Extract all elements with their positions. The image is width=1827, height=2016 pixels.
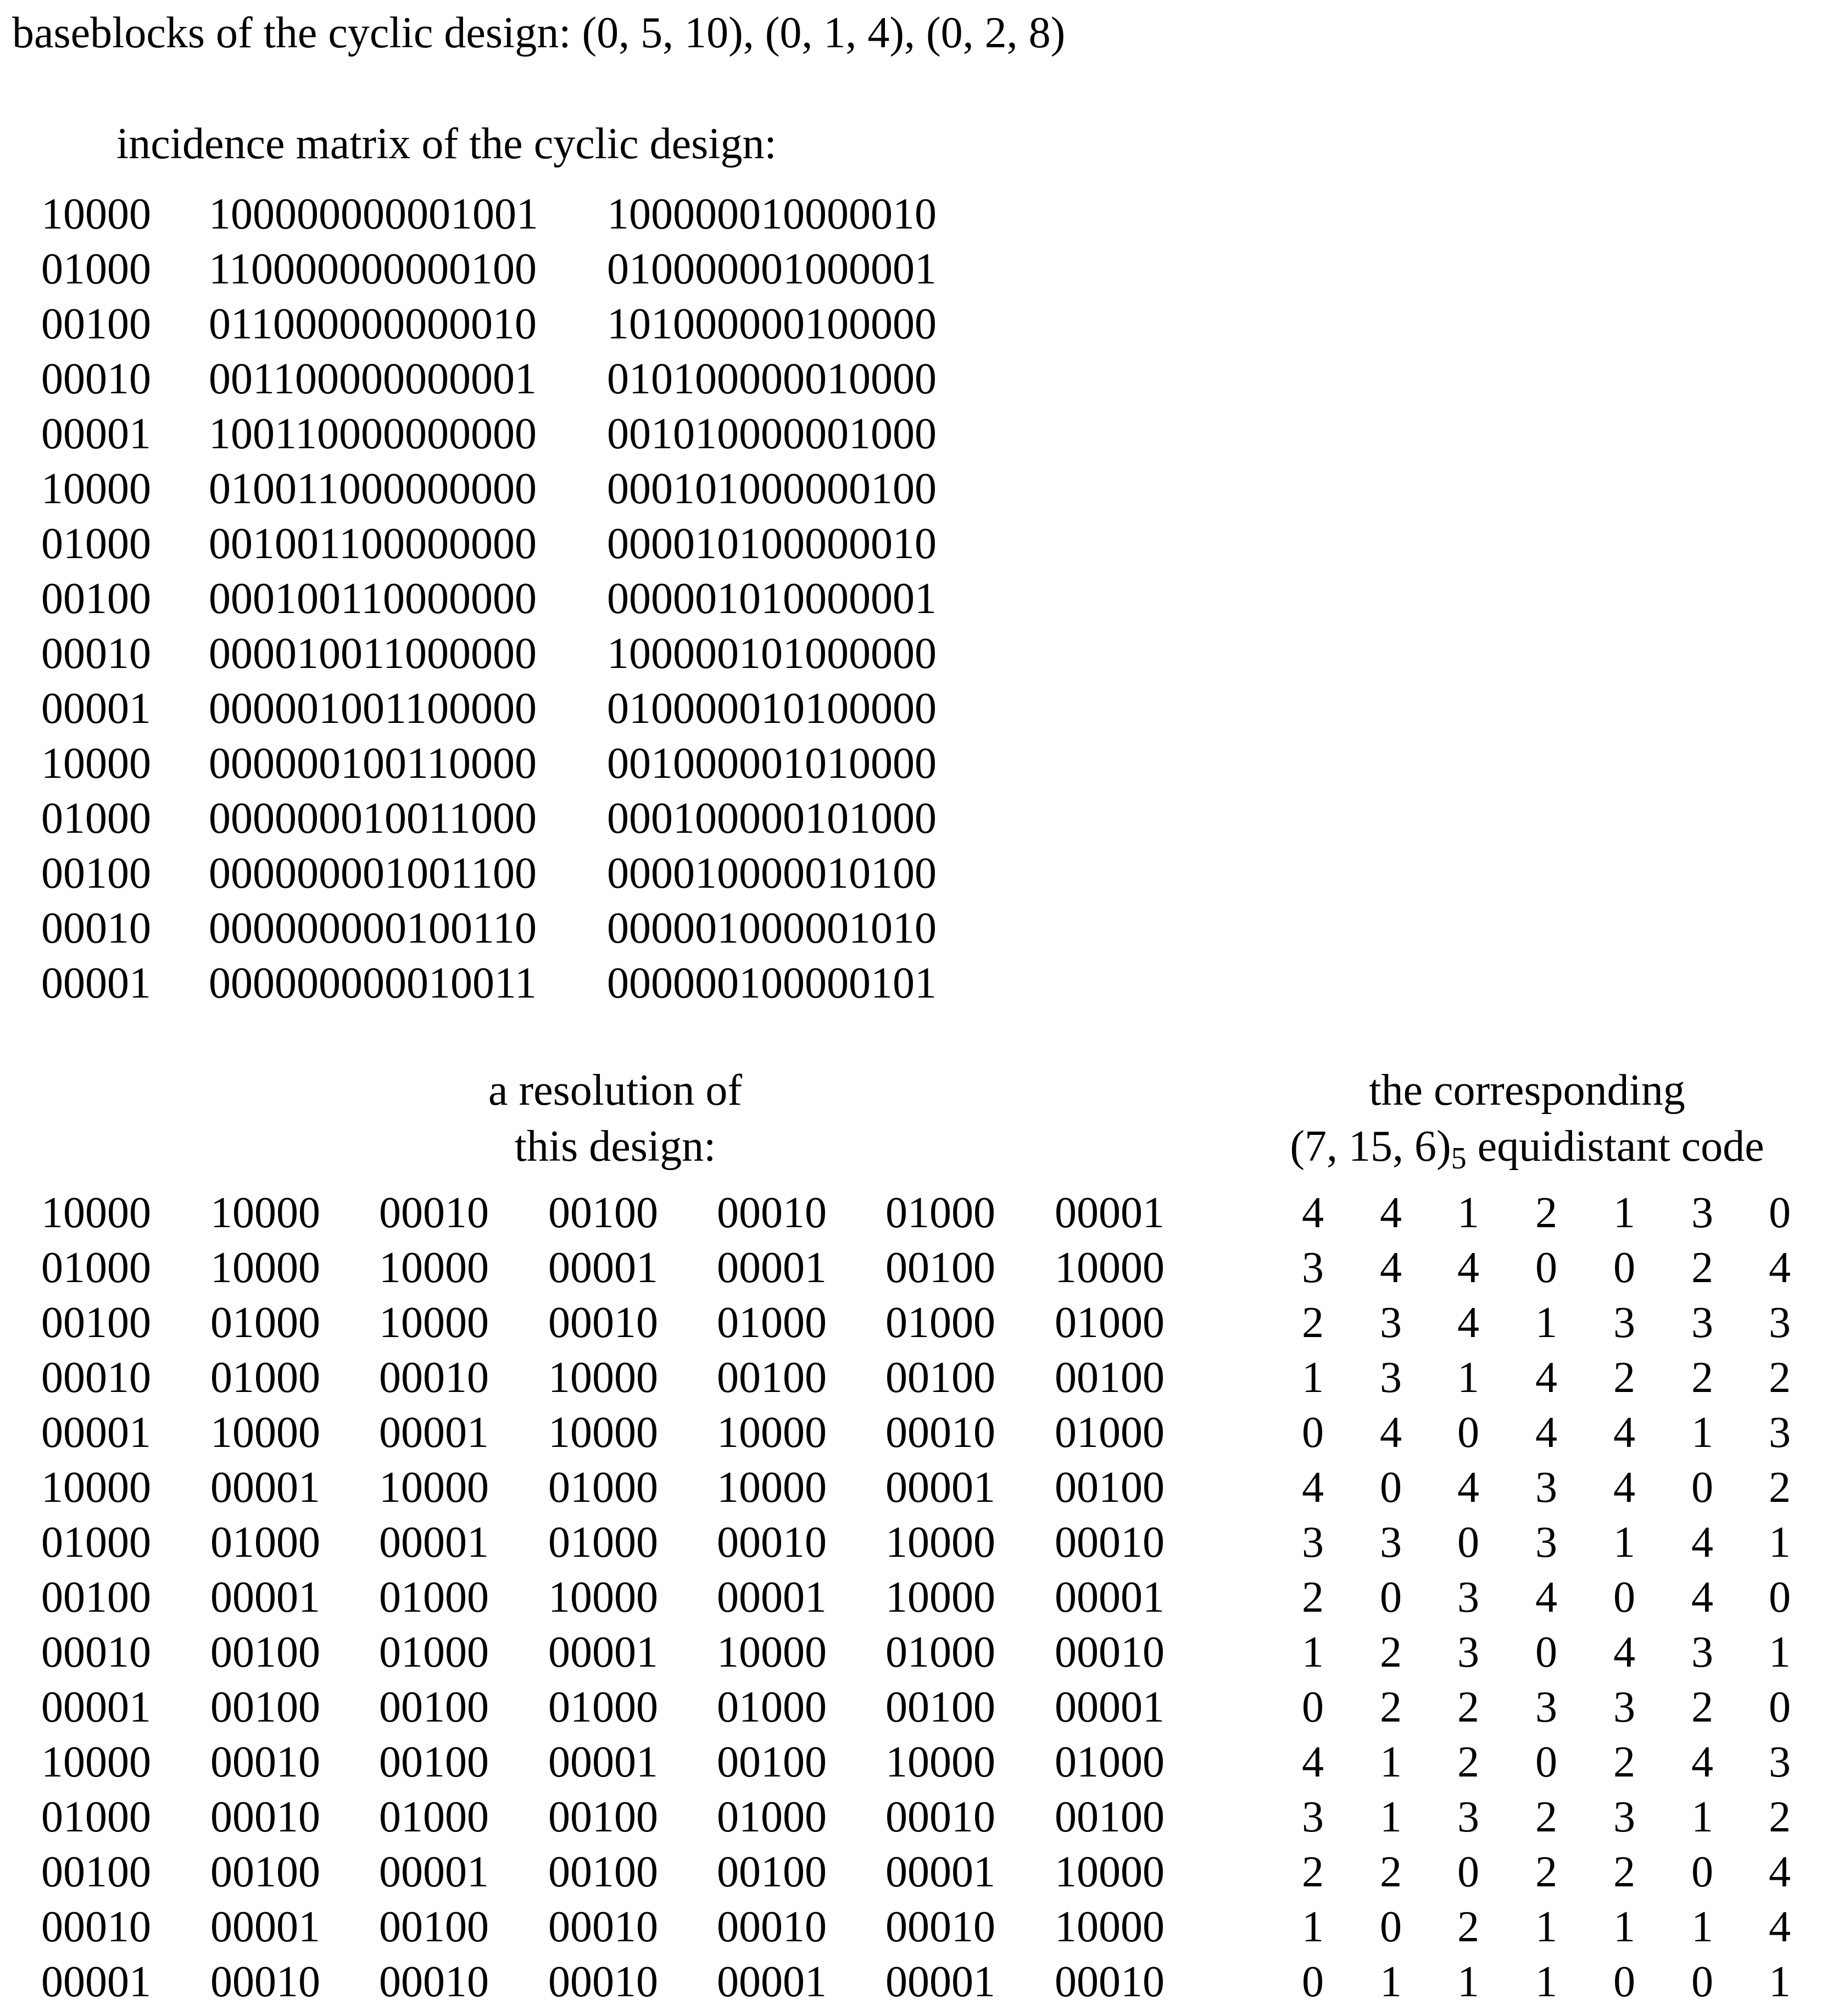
resolution-cell: 00001 xyxy=(717,1958,827,2006)
resolution-cell: 00100 xyxy=(717,1848,827,1896)
code-cell: 2 xyxy=(1535,1848,1557,1896)
code-cell: 2 xyxy=(1302,1299,1324,1347)
resolution-cell: 01000 xyxy=(210,1354,320,1402)
incidence-cell: 011000000000010 xyxy=(209,300,537,348)
code-title xyxy=(1230,1066,1824,1176)
code-cell: 3 xyxy=(1691,1189,1713,1237)
code-cell: 4 xyxy=(1457,1299,1479,1347)
code-cell: 3 xyxy=(1302,1244,1324,1292)
code-cell: 1 xyxy=(1769,1518,1791,1567)
code-cell: 1 xyxy=(1457,1958,1479,2006)
code-cell: 3 xyxy=(1380,1518,1402,1567)
resolution-cell: 10000 xyxy=(1055,1244,1165,1292)
incidence-cell: 000000100110000 xyxy=(209,739,537,788)
code-cell: 1 xyxy=(1380,1793,1402,1841)
resolution-cell: 00010 xyxy=(210,1958,320,2006)
baseblocks-values: (0, 5, 10), (0, 1, 4), (0, 2, 8) xyxy=(582,9,1066,57)
incidence-cell: 010011000000000 xyxy=(209,465,537,513)
code-cell: 2 xyxy=(1302,1848,1324,1896)
code-cell: 1 xyxy=(1380,1958,1402,2006)
code-cell: 3 xyxy=(1535,1463,1557,1512)
resolution-cell: 00100 xyxy=(885,1683,995,1731)
code-cell: 1 xyxy=(1302,1354,1324,1402)
code-cell: 3 xyxy=(1769,1299,1791,1347)
code-cell: 4 xyxy=(1380,1189,1402,1237)
code-cell: 3 xyxy=(1380,1354,1402,1402)
incidence-cell: 01000 xyxy=(41,520,151,568)
code-cell: 1 xyxy=(1691,1793,1713,1841)
code-cell: 4 xyxy=(1769,1848,1791,1896)
resolution-cell: 00100 xyxy=(885,1244,995,1292)
resolution-cell: 00100 xyxy=(210,1683,320,1731)
code-cell: 3 xyxy=(1769,1408,1791,1457)
code-cell: 1 xyxy=(1457,1354,1479,1402)
resolution-cell: 00001 xyxy=(885,1463,995,1512)
resolution-cell: 10000 xyxy=(379,1299,489,1347)
incidence-cell: 10000 xyxy=(41,739,151,788)
code-cell: 2 xyxy=(1457,1903,1479,1951)
resolution-cell: 00010 xyxy=(1055,1518,1165,1567)
incidence-cell: 100000010000010 xyxy=(607,190,937,238)
code-parameters: (7, 15, 6) xyxy=(1290,1122,1451,1171)
incidence-cell: 010100000010000 xyxy=(607,355,937,403)
resolution-cell: 10000 xyxy=(717,1463,827,1512)
code-cell: 1 xyxy=(1769,1958,1791,2006)
resolution-cell: 10000 xyxy=(210,1244,320,1292)
code-cell: 4 xyxy=(1535,1354,1557,1402)
incidence-cell: 01000 xyxy=(41,245,151,293)
incidence-cell: 00010 xyxy=(41,355,151,403)
code-cell: 4 xyxy=(1380,1244,1402,1292)
resolution-cell: 10000 xyxy=(885,1518,995,1567)
code-title-line1: the corresponding xyxy=(1369,1066,1685,1115)
incidence-cell: 00001 xyxy=(41,684,151,733)
resolution-cell: 00010 xyxy=(717,1903,827,1951)
resolution-cell: 00010 xyxy=(1055,1628,1165,1677)
resolution-cell: 00001 xyxy=(41,1408,151,1457)
code-cell: 3 xyxy=(1302,1518,1324,1567)
code-cell: 3 xyxy=(1457,1793,1479,1841)
incidence-cell: 000100000101000 xyxy=(607,794,937,843)
resolution-cell: 00001 xyxy=(548,1628,658,1677)
code-cell: 0 xyxy=(1769,1573,1791,1622)
resolution-cell: 00001 xyxy=(379,1518,489,1567)
code-cell: 0 xyxy=(1457,1518,1479,1567)
resolution-cell: 01000 xyxy=(885,1299,995,1347)
resolution-cell: 01000 xyxy=(379,1628,489,1677)
resolution-cell: 00001 xyxy=(1055,1189,1165,1237)
resolution-cell: 00010 xyxy=(717,1189,827,1237)
code-cell: 3 xyxy=(1691,1299,1713,1347)
resolution-cell: 01000 xyxy=(379,1573,489,1622)
incidence-cell: 00010 xyxy=(41,904,151,953)
resolution-cell: 01000 xyxy=(548,1518,658,1567)
incidence-cell: 00001 xyxy=(41,959,151,1007)
resolution-title-line1: a resolution of xyxy=(488,1066,743,1115)
code-cell: 0 xyxy=(1613,1958,1635,2006)
resolution-cell: 10000 xyxy=(885,1738,995,1786)
code-cell: 3 xyxy=(1769,1738,1791,1786)
code-cell: 0 xyxy=(1457,1848,1479,1896)
code-cell: 1 xyxy=(1691,1903,1713,1951)
code-cell: 3 xyxy=(1457,1573,1479,1622)
incidence-cell: 001000001010000 xyxy=(607,739,937,788)
code-cell: 2 xyxy=(1457,1683,1479,1731)
code-cell: 2 xyxy=(1302,1573,1324,1622)
resolution-cell: 00010 xyxy=(885,1903,995,1951)
code-cell: 3 xyxy=(1457,1628,1479,1677)
resolution-cell: 00001 xyxy=(548,1244,658,1292)
code-cell: 3 xyxy=(1613,1793,1635,1841)
resolution-cell: 00100 xyxy=(41,1299,151,1347)
resolution-cell: 10000 xyxy=(548,1354,658,1402)
resolution-cell: 00001 xyxy=(210,1903,320,1951)
code-cell: 4 xyxy=(1613,1463,1635,1512)
resolution-cell: 00100 xyxy=(1055,1354,1165,1402)
incidence-cell: 000100110000000 xyxy=(209,575,537,623)
code-cell: 0 xyxy=(1535,1628,1557,1677)
code-cell: 1 xyxy=(1535,1958,1557,2006)
code-cell: 3 xyxy=(1302,1793,1324,1841)
code-cell: 3 xyxy=(1535,1683,1557,1731)
incidence-cell: 000010000010100 xyxy=(607,849,937,898)
resolution-cell: 01000 xyxy=(41,1244,151,1292)
resolution-cell: 00001 xyxy=(548,1738,658,1786)
resolution-cell: 00100 xyxy=(885,1354,995,1402)
code-cell: 1 xyxy=(1613,1189,1635,1237)
resolution-cell: 01000 xyxy=(210,1299,320,1347)
code-cell: 2 xyxy=(1769,1793,1791,1841)
code-cell: 0 xyxy=(1302,1408,1324,1457)
resolution-cell: 00010 xyxy=(379,1354,489,1402)
resolution-cell: 00010 xyxy=(41,1628,151,1677)
code-cell: 2 xyxy=(1769,1354,1791,1402)
resolution-title xyxy=(0,1066,1230,1171)
resolution-cell: 00100 xyxy=(210,1848,320,1896)
incidence-cell: 00001 xyxy=(41,410,151,458)
incidence-cell: 00100 xyxy=(41,849,151,898)
resolution-cell: 00010 xyxy=(379,1958,489,2006)
resolution-cell: 00010 xyxy=(41,1903,151,1951)
incidence-cell: 000001001100000 xyxy=(209,684,537,733)
code-cell: 1 xyxy=(1535,1903,1557,1951)
resolution-cell: 01000 xyxy=(717,1299,827,1347)
incidence-cell: 010000010100000 xyxy=(607,684,937,733)
code-cell: 0 xyxy=(1380,1903,1402,1951)
resolution-cell: 10000 xyxy=(379,1244,489,1292)
code-cell: 3 xyxy=(1613,1683,1635,1731)
code-cell: 0 xyxy=(1380,1463,1402,1512)
incidence-cell: 10000 xyxy=(41,190,151,238)
resolution-cell: 00001 xyxy=(41,1958,151,2006)
code-cell: 0 xyxy=(1302,1958,1324,2006)
resolution-cell: 00010 xyxy=(717,1518,827,1567)
code-cell: 2 xyxy=(1535,1793,1557,1841)
resolution-cell: 01000 xyxy=(1055,1738,1165,1786)
code-cell: 4 xyxy=(1691,1738,1713,1786)
incidence-cell: 100000000001001 xyxy=(209,190,538,238)
incidence-cell: 00100 xyxy=(41,575,151,623)
incidence-cell: 100000101000000 xyxy=(607,630,937,678)
code-cell: 4 xyxy=(1302,1189,1324,1237)
code-cell: 0 xyxy=(1691,1463,1713,1512)
code-cell: 2 xyxy=(1769,1463,1791,1512)
code-cell: 0 xyxy=(1302,1683,1324,1731)
resolution-cell: 10000 xyxy=(41,1463,151,1512)
incidence-matrix-title: incidence matrix of the cyclic design: xyxy=(116,120,777,168)
incidence-cell: 000010100000010 xyxy=(607,520,937,568)
code-cell: 2 xyxy=(1457,1738,1479,1786)
resolution-cell: 10000 xyxy=(1055,1903,1165,1951)
code-cell: 2 xyxy=(1691,1683,1713,1731)
code-cell: 0 xyxy=(1535,1244,1557,1292)
code-cell: 2 xyxy=(1380,1628,1402,1677)
resolution-cell: 00001 xyxy=(1055,1683,1165,1731)
resolution-cell: 00010 xyxy=(548,1903,658,1951)
code-cell: 0 xyxy=(1613,1244,1635,1292)
incidence-cell: 000001000001010 xyxy=(607,904,937,953)
code-cell: 2 xyxy=(1691,1354,1713,1402)
code-cell: 4 xyxy=(1302,1463,1324,1512)
resolution-cell: 00100 xyxy=(548,1848,658,1896)
resolution-cell: 00001 xyxy=(717,1244,827,1292)
resolution-cell: 01000 xyxy=(379,1793,489,1841)
resolution-cell: 00010 xyxy=(885,1408,995,1457)
incidence-cell: 000010011000000 xyxy=(209,630,537,678)
incidence-cell: 00010 xyxy=(41,630,151,678)
incidence-cell: 010000001000001 xyxy=(607,245,937,293)
code-cell: 3 xyxy=(1380,1299,1402,1347)
code-cell: 1 xyxy=(1535,1299,1557,1347)
incidence-cell: 10000 xyxy=(41,465,151,513)
code-cell: 1 xyxy=(1302,1903,1324,1951)
code-cell: 1 xyxy=(1302,1628,1324,1677)
code-cell: 4 xyxy=(1613,1408,1635,1457)
incidence-cell: 00100 xyxy=(41,300,151,348)
code-cell: 1 xyxy=(1769,1628,1791,1677)
resolution-cell: 00010 xyxy=(548,1299,658,1347)
resolution-cell: 00100 xyxy=(379,1903,489,1951)
code-cell: 2 xyxy=(1380,1683,1402,1731)
code-cell: 0 xyxy=(1535,1738,1557,1786)
code-title-line2 xyxy=(1230,1122,1824,1176)
code-cell: 0 xyxy=(1691,1848,1713,1896)
resolution-cell: 00100 xyxy=(1055,1793,1165,1841)
resolution-cell: 10000 xyxy=(1055,1848,1165,1896)
resolution-cell: 00010 xyxy=(379,1189,489,1237)
code-cell: 4 xyxy=(1613,1628,1635,1677)
incidence-cell: 000000100000101 xyxy=(607,959,937,1007)
resolution-title-line2: this design: xyxy=(514,1122,716,1171)
resolution-cell: 00001 xyxy=(885,1958,995,2006)
code-cell: 2 xyxy=(1613,1738,1635,1786)
resolution-cell: 00100 xyxy=(41,1848,151,1896)
code-cell: 4 xyxy=(1769,1903,1791,1951)
incidence-cell: 000000001001100 xyxy=(209,849,537,898)
code-cell: 3 xyxy=(1691,1628,1713,1677)
resolution-cell: 00001 xyxy=(210,1573,320,1622)
baseblocks-line xyxy=(12,11,1065,55)
resolution-cell: 00001 xyxy=(379,1408,489,1457)
resolution-cell: 00100 xyxy=(379,1738,489,1786)
incidence-cell: 01000 xyxy=(41,794,151,843)
code-cell: 4 xyxy=(1457,1244,1479,1292)
code-cell: 2 xyxy=(1613,1848,1635,1896)
resolution-cell: 01000 xyxy=(548,1463,658,1512)
code-cell: 4 xyxy=(1769,1244,1791,1292)
resolution-cell: 10000 xyxy=(548,1573,658,1622)
resolution-cell: 01000 xyxy=(1055,1299,1165,1347)
resolution-cell: 00100 xyxy=(379,1683,489,1731)
resolution-cell: 01000 xyxy=(210,1518,320,1567)
resolution-cell: 01000 xyxy=(885,1628,995,1677)
resolution-cell: 00010 xyxy=(548,1958,658,2006)
incidence-cell: 000000000100110 xyxy=(209,904,537,953)
resolution-cell: 00001 xyxy=(885,1848,995,1896)
resolution-cell: 01000 xyxy=(717,1683,827,1731)
incidence-cell: 101000000100000 xyxy=(607,300,937,348)
incidence-cell: 100110000000000 xyxy=(209,410,537,458)
code-cell: 2 xyxy=(1691,1244,1713,1292)
resolution-cell: 01000 xyxy=(885,1189,995,1237)
resolution-cell: 10000 xyxy=(41,1738,151,1786)
resolution-cell: 00100 xyxy=(548,1189,658,1237)
code-cell: 0 xyxy=(1769,1189,1791,1237)
resolution-cell: 10000 xyxy=(210,1189,320,1237)
code-cell: 0 xyxy=(1769,1683,1791,1731)
resolution-cell: 00010 xyxy=(210,1793,320,1841)
resolution-cell: 00010 xyxy=(1055,1958,1165,2006)
code-cell: 0 xyxy=(1457,1408,1479,1457)
code-cell: 0 xyxy=(1613,1573,1635,1622)
resolution-cell: 10000 xyxy=(379,1463,489,1512)
resolution-cell: 00010 xyxy=(41,1354,151,1402)
code-cell: 4 xyxy=(1691,1573,1713,1622)
code-cell: 1 xyxy=(1457,1189,1479,1237)
incidence-cell: 001010000001000 xyxy=(607,410,937,458)
resolution-cell: 10000 xyxy=(548,1408,658,1457)
code-cell: 2 xyxy=(1380,1848,1402,1896)
code-cell: 0 xyxy=(1380,1573,1402,1622)
resolution-cell: 10000 xyxy=(41,1189,151,1237)
code-cell: 1 xyxy=(1380,1738,1402,1786)
resolution-cell: 01000 xyxy=(41,1518,151,1567)
resolution-cell: 10000 xyxy=(717,1408,827,1457)
code-cell: 0 xyxy=(1691,1958,1713,2006)
resolution-cell: 00001 xyxy=(1055,1573,1165,1622)
code-cell: 4 xyxy=(1691,1518,1713,1567)
incidence-cell: 000000010011000 xyxy=(209,794,537,843)
resolution-cell: 10000 xyxy=(717,1628,827,1677)
resolution-cell: 00001 xyxy=(41,1683,151,1731)
resolution-cell: 00100 xyxy=(1055,1463,1165,1512)
resolution-cell: 10000 xyxy=(885,1573,995,1622)
code-cell: 1 xyxy=(1691,1408,1713,1457)
incidence-cell: 000101000000100 xyxy=(607,465,937,513)
resolution-cell: 01000 xyxy=(548,1683,658,1731)
resolution-cell: 00100 xyxy=(717,1738,827,1786)
resolution-cell: 00100 xyxy=(41,1573,151,1622)
code-type: equidistant code xyxy=(1466,1122,1764,1171)
code-alphabet-size: 5 xyxy=(1451,1141,1467,1176)
incidence-cell: 000001010000001 xyxy=(607,575,937,623)
code-cell: 2 xyxy=(1613,1354,1635,1402)
resolution-cell: 00001 xyxy=(379,1848,489,1896)
resolution-cell: 00001 xyxy=(717,1573,827,1622)
code-cell: 3 xyxy=(1613,1299,1635,1347)
resolution-cell: 00100 xyxy=(548,1793,658,1841)
resolution-cell: 00010 xyxy=(210,1738,320,1786)
resolution-cell: 10000 xyxy=(210,1408,320,1457)
code-cell: 4 xyxy=(1302,1738,1324,1786)
resolution-cell: 00010 xyxy=(885,1793,995,1841)
incidence-cell: 001100000000001 xyxy=(209,355,537,403)
resolution-cell: 01000 xyxy=(1055,1408,1165,1457)
resolution-cell: 01000 xyxy=(41,1793,151,1841)
code-cell: 2 xyxy=(1535,1189,1557,1237)
incidence-cell: 110000000000100 xyxy=(209,245,537,293)
incidence-cell: 001001100000000 xyxy=(209,520,537,568)
code-cell: 1 xyxy=(1613,1903,1635,1951)
code-cell: 4 xyxy=(1535,1573,1557,1622)
code-cell: 3 xyxy=(1535,1518,1557,1567)
code-cell: 4 xyxy=(1457,1463,1479,1512)
incidence-cell: 000000000010011 xyxy=(209,959,537,1007)
code-cell: 1 xyxy=(1613,1518,1635,1567)
code-cell: 4 xyxy=(1535,1408,1557,1457)
code-cell: 4 xyxy=(1380,1408,1402,1457)
baseblocks-label: baseblocks of the cyclic design: xyxy=(12,9,571,57)
resolution-cell: 01000 xyxy=(717,1793,827,1841)
resolution-cell: 00100 xyxy=(210,1628,320,1677)
resolution-cell: 00001 xyxy=(210,1463,320,1512)
resolution-cell: 00100 xyxy=(717,1354,827,1402)
